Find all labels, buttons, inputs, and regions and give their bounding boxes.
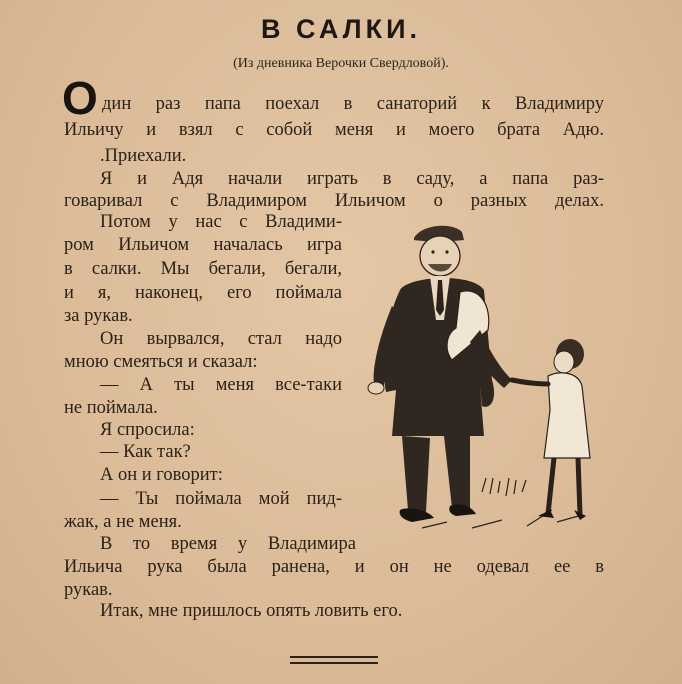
text-line: не поймала. [64, 398, 158, 418]
text-line: и я, наконец, его поймала [64, 283, 342, 303]
text-line: Я и Адя начали играть в саду, а папа раз- [100, 169, 604, 189]
text-line: Итак, мне пришлось опять ловить его. [100, 601, 403, 621]
divider-rule [290, 656, 378, 658]
text-line: рукав. [64, 580, 113, 600]
drop-cap: О [62, 72, 98, 124]
text-line: мною смеяться и сказал: [64, 352, 258, 372]
text-line: — Как так? [100, 442, 191, 462]
text-line: Потом у нас с Владими- [100, 212, 342, 232]
text-line: Я спросила: [100, 420, 195, 440]
text-line: дин раз папа поехал в санаторий к Владимиру [102, 94, 604, 114]
text-line: за рукав. [64, 306, 133, 326]
text-line: в салки. Мы бегали, бегали, [64, 259, 342, 279]
text-line: В то время у Владимира [100, 534, 356, 554]
text-line: жак, а не меня. [64, 512, 182, 532]
text-line: ром Ильичом началась игра [64, 235, 342, 255]
text-line: .Приехали. [100, 146, 187, 166]
text-line: Ильича рука была ранена, и он не одевал ее в [64, 557, 604, 577]
text-line: А он и говорит: [100, 465, 223, 485]
text-line: Он вырвался, стал надо [100, 329, 342, 349]
text-line: говаривал с Владимиром Ильичом о разных делах. [64, 191, 604, 211]
text-line: Ильичу и взял с собой меня и моего брата Адю. [64, 120, 604, 140]
page-title: В САЛКИ. [261, 14, 421, 44]
text-line: — Ты поймала мой пид- [100, 489, 342, 509]
text-line: — А ты меня все-таки [100, 375, 342, 395]
divider-rule [290, 662, 378, 664]
illustration-man-and-girl [352, 210, 602, 540]
subtitle: (Из дневника Верочки Свердловой). [233, 56, 449, 71]
